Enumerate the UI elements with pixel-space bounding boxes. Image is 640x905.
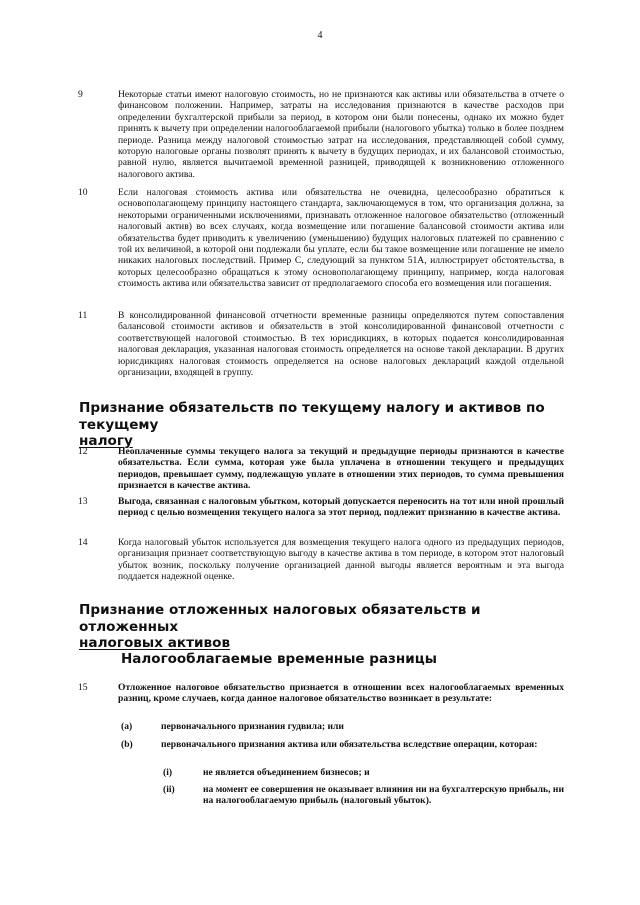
heading-line: Признание обязательств по текущему налогу и активов по текущему xyxy=(79,400,545,433)
paragraph-text: Если налоговая стоимость актива или обязательства не очевидна, целесообразно обратиться к основополагающему принципу настоящего стандарта, заключающемуся в том, что организация должна, за некоторыми ограниченными исключениями, признавать отложенное налоговое обязательство (отложенный налоговый актив) во всех случаях, когда возмещение или погашение балансовой стоимости актива или обязательства будет приводить к увеличению (уменьшению) будущих налоговых платежей по сравнению с той их величиной, в которой они подлежали бы уплате, если бы такое возмещение или погашение не имело никаких налоговых последствий. Пример C, следующий за пунктом 51A, иллюстрирует обстоятельства, в которых целесообразно обращаться к этому основополагающему принципу, например, когда налоговая стоимость актива или обязательства зависит от предполагаемого способа его возмещения или погашения. xyxy=(118,187,564,290)
paragraph-text: Выгода, связанная с налоговым убытком, который допускается переносить на тот или иной прошлый период с целью возмещения текущего налога за этот период, подлежит признанию в качестве актива. xyxy=(118,496,564,519)
section-heading-current-tax xyxy=(79,400,569,450)
heading-line: налоговых активов xyxy=(79,635,231,651)
subheading-taxable-differences: Налогооблагаемые временные разницы xyxy=(121,651,437,667)
paragraph-number: 13 xyxy=(78,496,88,507)
section-heading-deferred-tax xyxy=(79,602,569,652)
paragraph-number: 10 xyxy=(78,187,88,198)
list-item-label: (a) xyxy=(121,721,133,732)
paragraph-text: Неоплаченные суммы текущего налога за текущий и предыдущие периоды признаются в качестве обязательства. Если сумма, которая уже была уплачена в отношении текущего и предыдущих периодов, превышает сумму, подлежащую уплате в отношении этих периодов, то сумма превышения признается в качестве актива. xyxy=(118,446,564,492)
list-item-b xyxy=(121,739,564,750)
paragraph-number: 11 xyxy=(78,310,88,321)
paragraph-number: 9 xyxy=(78,89,83,100)
page-number: 4 xyxy=(317,30,323,41)
paragraph-9 xyxy=(78,89,564,180)
paragraph-12 xyxy=(78,446,564,492)
paragraph-number: 14 xyxy=(78,537,88,548)
paragraph-text: Некоторые статьи имеют налоговую стоимость, но не признаются как активы или обязательства в отчете о финансовом положении. Например, затраты на исследования признаются в качестве расходов при определении бухгалтерской прибыли за период, в котором они были понесены, однако их можно будет принять к вычету при определении налогооблагаемой прибыли (налогового убытка) только в более позднем периоде. Разница между налоговой стоимостью затрат на исследования, представляющей собой сумму, которую налоговые органы позволят принять к вычету в будущих периодах, и их балансовой стоимостью, равной нулю, является вычитаемой временной разницей, приводящей к возникновению отложенного налогового актива. xyxy=(118,89,564,180)
list-item-label: (i) xyxy=(163,767,173,778)
paragraph-text: В консолидированной финансовой отчетности временные разницы определяются путем сопоставления балансовой стоимости активов и обязательств в этой консолидированной финансовой отчетности с соответствующей налоговой стоимостью. В тех юрисдикциях, в которых подается консолидированная налоговая декларация, указанная налоговая стоимость определяется на основе такой декларации. В других юрисдикциях налоговая стоимость определяется на основе налоговых деклараций каждой отдельной организации, входящей в группу. xyxy=(118,310,564,379)
heading-line: налогу xyxy=(79,433,133,449)
list-item-text: не является объединением бизнесов; и xyxy=(203,767,370,778)
list-item-label: (ii) xyxy=(163,784,175,795)
sub-item-i xyxy=(163,767,564,778)
list-item-text: первоначального признания гудвила; или xyxy=(161,721,344,732)
heading-line: Признание отложенных налоговых обязательств и отложенных xyxy=(79,602,481,635)
paragraph-11 xyxy=(78,310,564,378)
list-item-text: первоначального признания актива или обязательства вследствие операции, которая: xyxy=(161,739,538,750)
paragraph-number: 12 xyxy=(78,446,88,457)
list-item-label: (b) xyxy=(121,739,133,750)
paragraph-15 xyxy=(78,682,564,705)
list-item-a xyxy=(121,721,564,732)
paragraph-number: 15 xyxy=(78,682,88,693)
list-item-text: на момент ее совершения не оказывает влияния ни на бухгалтерскую прибыль, ни на налогооблагаемую прибыль (налоговый убыток). xyxy=(203,784,564,807)
paragraph-13 xyxy=(78,496,564,519)
paragraph-text: Когда налоговый убыток используется для возмещения текущего налога одного из предыдущих периодов, организация признает соответствующую выгоду в качестве актива в том периоде, в котором этот налоговый убыток возник, поскольку получение организацией данной выгоды является вероятным и эта выгода поддается надежной оценке. xyxy=(118,537,564,583)
paragraph-10 xyxy=(78,187,564,290)
sub-item-ii xyxy=(163,784,564,807)
paragraph-text: Отложенное налоговое обязательство признается в отношении всех налогооблагаемых временных разниц, кроме случаев, когда данное налоговое обязательство возникает в результате: xyxy=(118,682,564,705)
paragraph-14 xyxy=(78,537,564,583)
